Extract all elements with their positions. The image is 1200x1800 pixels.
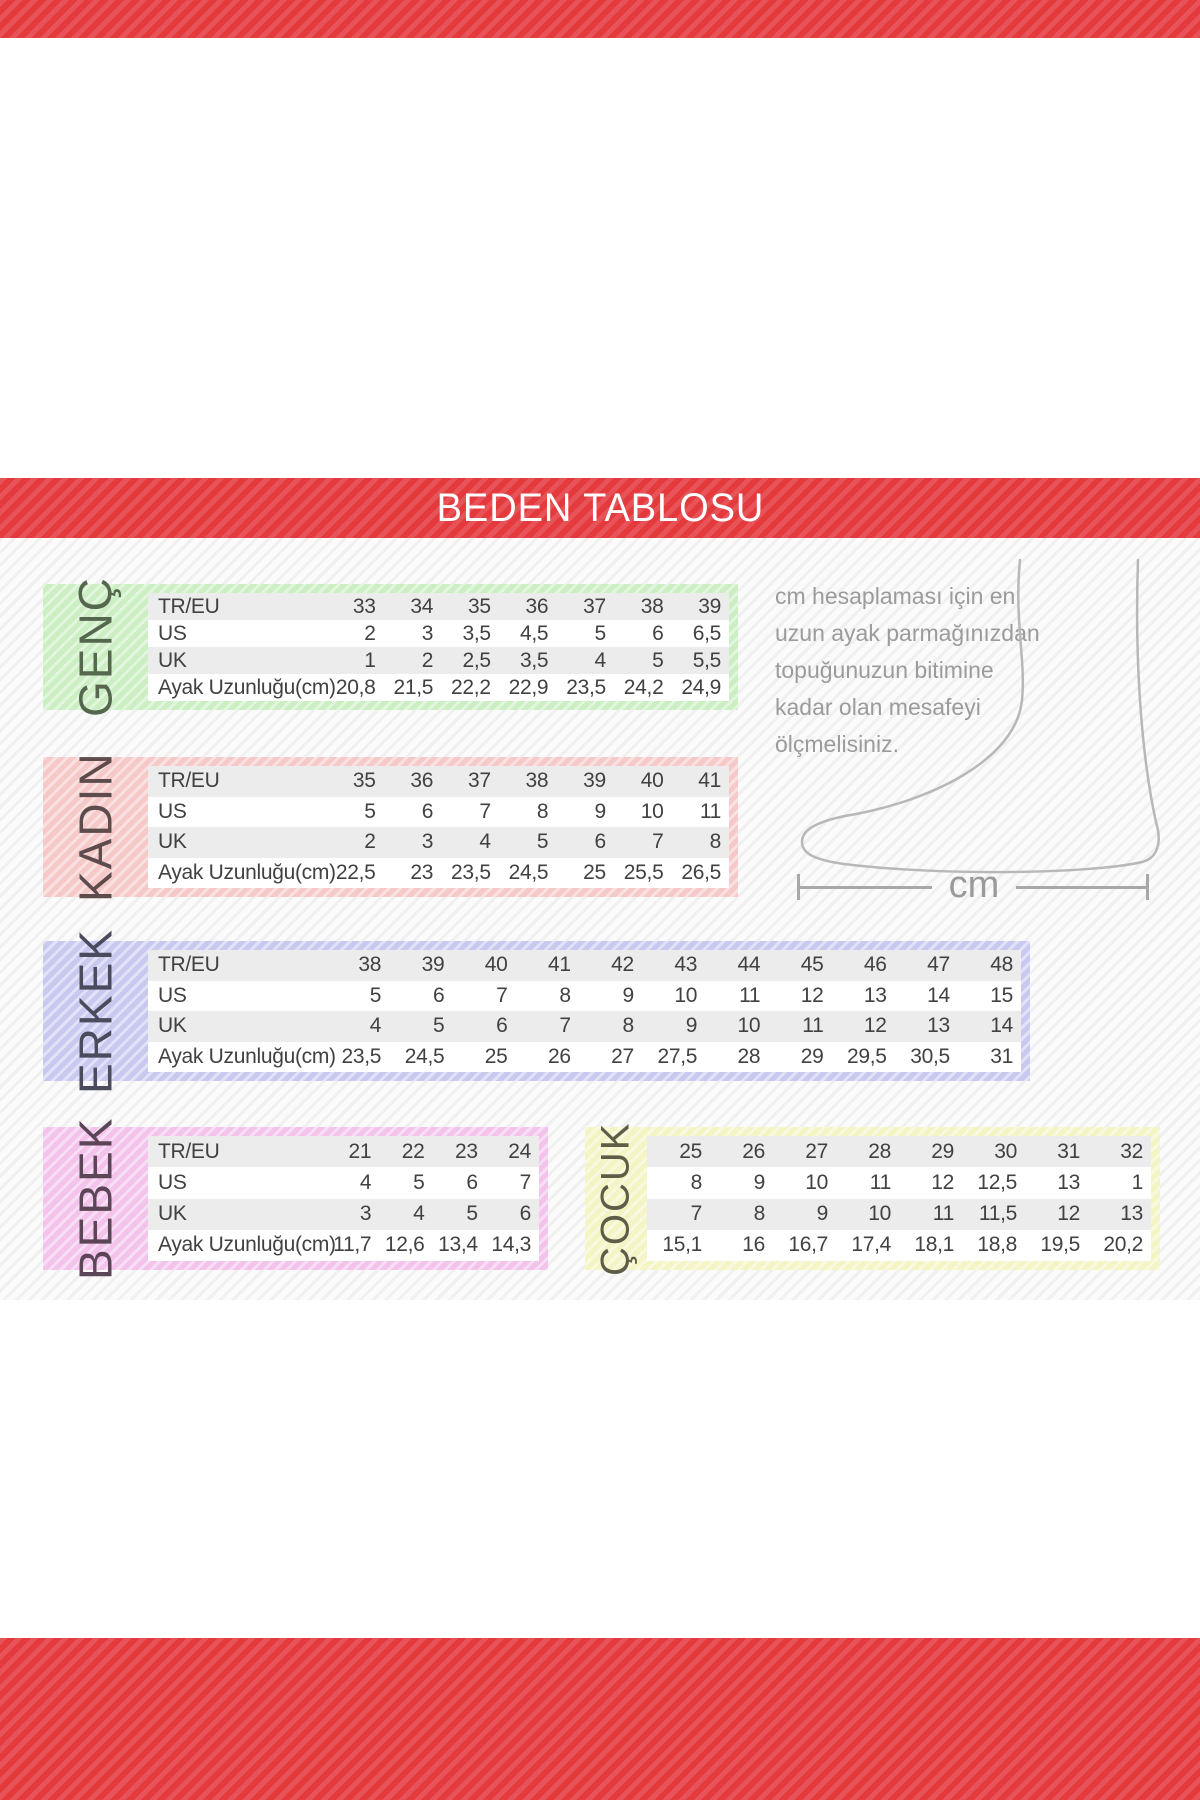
size-cell: 6 bbox=[466, 1170, 478, 1194]
row-label: TR/EU bbox=[158, 594, 220, 618]
table-row bbox=[148, 1167, 539, 1198]
size-cell: 13 bbox=[1120, 1202, 1143, 1226]
size-cell: 33 bbox=[352, 594, 376, 618]
size-cell: 2 bbox=[421, 648, 434, 672]
size-cell: 38 bbox=[358, 953, 382, 977]
size-cell: 34 bbox=[410, 594, 434, 618]
size-cell: 24 bbox=[508, 1139, 531, 1163]
size-cell: 5,5 bbox=[692, 648, 722, 672]
table-row bbox=[148, 950, 1021, 981]
size-cell: 27 bbox=[805, 1139, 828, 1163]
size-cell: 26 bbox=[742, 1139, 765, 1163]
ruler-line-left bbox=[800, 886, 932, 889]
size-cell: 18,1 bbox=[914, 1233, 954, 1257]
size-cell: 5 bbox=[369, 983, 382, 1007]
size-cell: 26,5 bbox=[681, 860, 722, 884]
size-table-frame-cocuk bbox=[585, 1121, 1160, 1276]
size-cell: 4 bbox=[413, 1202, 425, 1226]
foot-outline-path bbox=[802, 560, 1159, 872]
table-row bbox=[647, 1136, 1151, 1167]
row-label: Ayak Uzunluğu(cm) bbox=[158, 860, 336, 884]
size-cell: 8 bbox=[622, 1014, 634, 1038]
size-cell: 4 bbox=[479, 830, 491, 854]
size-cell: 41 bbox=[547, 953, 571, 977]
size-cell: 12 bbox=[863, 1014, 887, 1038]
size-cell: 24,2 bbox=[623, 675, 664, 699]
size-cell: 29 bbox=[800, 1044, 824, 1068]
size-cell: 4 bbox=[369, 1014, 382, 1038]
size-cell: 10 bbox=[737, 1014, 761, 1038]
table-row bbox=[647, 1230, 1151, 1261]
size-cell: 43 bbox=[674, 953, 698, 977]
row-label: UK bbox=[158, 1202, 187, 1226]
size-cell: 8 bbox=[536, 799, 549, 823]
size-cell: 25 bbox=[484, 1044, 508, 1068]
size-cell: 11 bbox=[739, 983, 761, 1007]
size-cell: 39 bbox=[698, 594, 722, 618]
size-cell: 36 bbox=[525, 594, 549, 618]
size-cell: 20,2 bbox=[1103, 1233, 1143, 1257]
size-cell: 45 bbox=[800, 953, 824, 977]
size-table-frame-bebek bbox=[43, 1116, 548, 1281]
size-cell: 6 bbox=[652, 621, 664, 645]
table-row bbox=[148, 981, 1021, 1012]
table-row bbox=[148, 1011, 1021, 1042]
row-label: US bbox=[158, 1170, 187, 1194]
size-cell: 40 bbox=[484, 953, 508, 977]
size-cell: 20,8 bbox=[335, 675, 376, 699]
size-cell: 42 bbox=[611, 953, 634, 977]
size-cell: 25,5 bbox=[623, 860, 664, 884]
size-cell: 7 bbox=[519, 1170, 531, 1194]
size-cell: 5 bbox=[364, 799, 376, 823]
size-cell: 12,6 bbox=[384, 1233, 425, 1257]
size-cell: 31 bbox=[990, 1044, 1014, 1068]
size-cell: 5 bbox=[652, 648, 664, 672]
size-cell: 6 bbox=[519, 1202, 531, 1226]
size-cell: 6 bbox=[432, 983, 445, 1007]
size-cell: 24,9 bbox=[681, 675, 722, 699]
row-label: Ayak Uzunluğu(cm) bbox=[158, 1233, 336, 1257]
size-cell: 7 bbox=[652, 830, 664, 854]
bottom-striped-band bbox=[0, 1638, 1200, 1800]
size-cell: 28 bbox=[868, 1139, 891, 1163]
size-cell: 6 bbox=[496, 1014, 508, 1038]
size-cell: 12 bbox=[800, 983, 824, 1007]
table-row bbox=[148, 593, 729, 620]
row-label: US bbox=[158, 621, 187, 645]
size-cell: 19,5 bbox=[1040, 1233, 1080, 1257]
size-cell: 24,5 bbox=[404, 1044, 445, 1068]
size-cell: 21 bbox=[348, 1139, 372, 1163]
ruler-unit-label: cm bbox=[948, 864, 1000, 906]
size-cell: 7 bbox=[496, 983, 508, 1007]
size-cell: 27,5 bbox=[657, 1044, 698, 1068]
size-cell: 11 bbox=[802, 1014, 824, 1038]
size-cell: 14 bbox=[927, 983, 950, 1007]
size-cell: 9 bbox=[685, 1014, 698, 1038]
table-row bbox=[148, 766, 729, 797]
table-row bbox=[148, 674, 729, 701]
size-cell: 23,5 bbox=[566, 675, 606, 699]
size-cell: 38 bbox=[525, 769, 549, 793]
size-cell: 11 bbox=[932, 1202, 954, 1226]
size-cell: 8 bbox=[690, 1170, 702, 1194]
size-cell: 11,5 bbox=[978, 1202, 1017, 1226]
size-cell: 16,7 bbox=[788, 1233, 828, 1257]
size-cell: 3 bbox=[359, 1202, 372, 1226]
size-cell: 4 bbox=[594, 648, 606, 672]
size-cell: 23,5 bbox=[341, 1044, 382, 1068]
size-cell: 9 bbox=[622, 983, 634, 1007]
size-table-bebek bbox=[148, 1136, 539, 1261]
size-cell: 1 bbox=[1131, 1170, 1143, 1194]
row-label: UK bbox=[158, 1014, 187, 1038]
size-cell: 14 bbox=[990, 1014, 1014, 1038]
size-cell: 8 bbox=[559, 983, 571, 1007]
table-row bbox=[148, 797, 729, 828]
row-label: UK bbox=[158, 648, 187, 672]
size-cell: 10 bbox=[868, 1202, 891, 1226]
size-cell: 25 bbox=[583, 860, 606, 884]
size-cell: 3,5 bbox=[520, 648, 549, 672]
size-cell: 4 bbox=[359, 1170, 372, 1194]
size-table-genc bbox=[148, 593, 729, 701]
size-cell: 14,3 bbox=[491, 1233, 531, 1257]
size-cell: 15,1 bbox=[662, 1233, 702, 1257]
row-label: Ayak Uzunluğu(cm) bbox=[158, 675, 336, 699]
table-row bbox=[148, 827, 729, 858]
size-cell: 25 bbox=[679, 1139, 702, 1163]
table-row bbox=[647, 1167, 1151, 1198]
size-cell: 7 bbox=[690, 1202, 702, 1226]
row-label: TR/EU bbox=[158, 953, 220, 977]
size-cell: 22,5 bbox=[335, 860, 376, 884]
size-cell: 31 bbox=[1057, 1139, 1080, 1163]
table-row bbox=[148, 647, 729, 674]
size-cell: 13,4 bbox=[438, 1233, 478, 1257]
size-cell: 40 bbox=[640, 769, 664, 793]
size-cell: 23 bbox=[454, 1139, 478, 1163]
size-cell: 2,5 bbox=[462, 648, 491, 672]
size-cell: 9 bbox=[753, 1170, 765, 1194]
table-label-erkek: ERKEK bbox=[69, 928, 122, 1094]
size-cell: 5 bbox=[594, 621, 606, 645]
size-cell: 35 bbox=[467, 594, 491, 618]
row-label: US bbox=[158, 799, 187, 823]
size-cell: 22,2 bbox=[451, 675, 491, 699]
size-cell: 5 bbox=[413, 1170, 425, 1194]
size-cell: 10 bbox=[674, 983, 698, 1007]
size-cell: 6,5 bbox=[692, 621, 722, 645]
size-cell: 27 bbox=[611, 1044, 634, 1068]
size-cell: 23 bbox=[410, 860, 434, 884]
size-cell: 8 bbox=[753, 1202, 765, 1226]
size-cell: 2 bbox=[364, 621, 376, 645]
foot-outline-illustration bbox=[790, 556, 1180, 886]
size-cell: 29 bbox=[931, 1139, 954, 1163]
size-cell: 41 bbox=[698, 769, 722, 793]
table-row bbox=[148, 1199, 539, 1230]
size-cell: 11 bbox=[699, 799, 722, 823]
size-cell: 12 bbox=[931, 1170, 954, 1194]
size-cell: 37 bbox=[467, 769, 491, 793]
size-cell: 2 bbox=[364, 830, 376, 854]
size-cell: 32 bbox=[1120, 1139, 1143, 1163]
size-cell: 48 bbox=[990, 953, 1014, 977]
table-row bbox=[148, 858, 729, 889]
table-label-genc: GENÇ bbox=[69, 576, 122, 718]
size-cell: 3 bbox=[421, 621, 434, 645]
size-cell: 38 bbox=[640, 594, 664, 618]
size-table-erkek bbox=[148, 950, 1021, 1072]
size-cell: 4,5 bbox=[520, 621, 549, 645]
table-row bbox=[148, 1136, 539, 1167]
size-cell: 6 bbox=[594, 830, 606, 854]
size-table-frame-genc bbox=[43, 576, 738, 718]
row-label: US bbox=[158, 983, 187, 1007]
size-cell: 26 bbox=[547, 1044, 571, 1068]
table-row bbox=[148, 1042, 1021, 1073]
row-label: TR/EU bbox=[158, 1139, 220, 1163]
size-cell: 1 bbox=[364, 648, 376, 672]
size-cell: 22 bbox=[401, 1139, 425, 1163]
size-cell: 47 bbox=[927, 953, 950, 977]
size-cell: 15 bbox=[990, 983, 1014, 1007]
table-row bbox=[148, 620, 729, 647]
size-table-kadin bbox=[148, 766, 729, 888]
size-cell: 36 bbox=[410, 769, 434, 793]
table-row bbox=[647, 1199, 1151, 1230]
table-label-kadin: KADIN bbox=[69, 751, 122, 903]
row-label: Ayak Uzunluğu(cm) bbox=[158, 1044, 336, 1068]
top-striped-band bbox=[0, 0, 1200, 38]
ruler-line-right bbox=[1016, 886, 1146, 889]
size-cell: 29,5 bbox=[847, 1044, 887, 1068]
size-table-cocuk bbox=[647, 1136, 1151, 1261]
size-table-frame-kadin bbox=[43, 751, 738, 903]
size-cell: 7 bbox=[479, 799, 491, 823]
size-cell: 18,8 bbox=[977, 1233, 1017, 1257]
size-cell: 5 bbox=[432, 1014, 445, 1038]
size-cell: 3,5 bbox=[462, 621, 491, 645]
measurement-note: cm hesaplaması için en uzun ayak parmağınızdan topuğunuzun bitimine kadar olan mesafeyi ölçmelisiniz. bbox=[775, 583, 1040, 757]
size-cell: 44 bbox=[737, 953, 761, 977]
size-cell: 46 bbox=[863, 953, 887, 977]
size-cell: 6 bbox=[421, 799, 434, 823]
size-cell: 13 bbox=[927, 1014, 950, 1038]
size-cell: 9 bbox=[816, 1202, 828, 1226]
size-cell: 30 bbox=[994, 1139, 1017, 1163]
size-cell: 35 bbox=[352, 769, 376, 793]
size-cell: 13 bbox=[863, 983, 887, 1007]
size-cell: 24,5 bbox=[508, 860, 549, 884]
page-title: BEDEN TABLOSU bbox=[436, 485, 764, 530]
size-cell: 3 bbox=[421, 830, 434, 854]
size-cell: 5 bbox=[536, 830, 549, 854]
table-label-cocuk: ÇOCUK bbox=[593, 1121, 638, 1276]
size-cell: 30,5 bbox=[910, 1044, 950, 1068]
table-row bbox=[148, 1230, 539, 1261]
row-label: TR/EU bbox=[158, 769, 220, 793]
size-table-frame-erkek bbox=[43, 928, 1030, 1094]
row-label: UK bbox=[158, 830, 187, 854]
size-cell: 28 bbox=[737, 1044, 761, 1068]
size-cell: 17,4 bbox=[851, 1233, 891, 1257]
size-cell: 21,5 bbox=[393, 675, 434, 699]
size-cell: 9 bbox=[594, 799, 606, 823]
table-label-bebek: BEBEK bbox=[69, 1116, 122, 1281]
size-cell: 10 bbox=[805, 1170, 828, 1194]
size-cell: 12 bbox=[1057, 1202, 1080, 1226]
size-cell: 13 bbox=[1057, 1170, 1080, 1194]
banner bbox=[0, 478, 1200, 538]
size-cell: 5 bbox=[466, 1202, 478, 1226]
size-cell: 8 bbox=[709, 830, 722, 854]
size-cell: 7 bbox=[559, 1014, 571, 1038]
size-cell: 11 bbox=[869, 1170, 891, 1194]
size-cell: 11,7 bbox=[333, 1233, 372, 1257]
size-cell: 22,9 bbox=[508, 675, 549, 699]
size-cell: 37 bbox=[583, 594, 606, 618]
size-cell: 23,5 bbox=[451, 860, 491, 884]
size-cell: 39 bbox=[583, 769, 606, 793]
size-cell: 12,5 bbox=[977, 1170, 1017, 1194]
size-cell: 16 bbox=[742, 1233, 765, 1257]
size-cell: 39 bbox=[421, 953, 445, 977]
ruler-tick-right bbox=[1146, 874, 1149, 900]
size-cell: 10 bbox=[640, 799, 664, 823]
